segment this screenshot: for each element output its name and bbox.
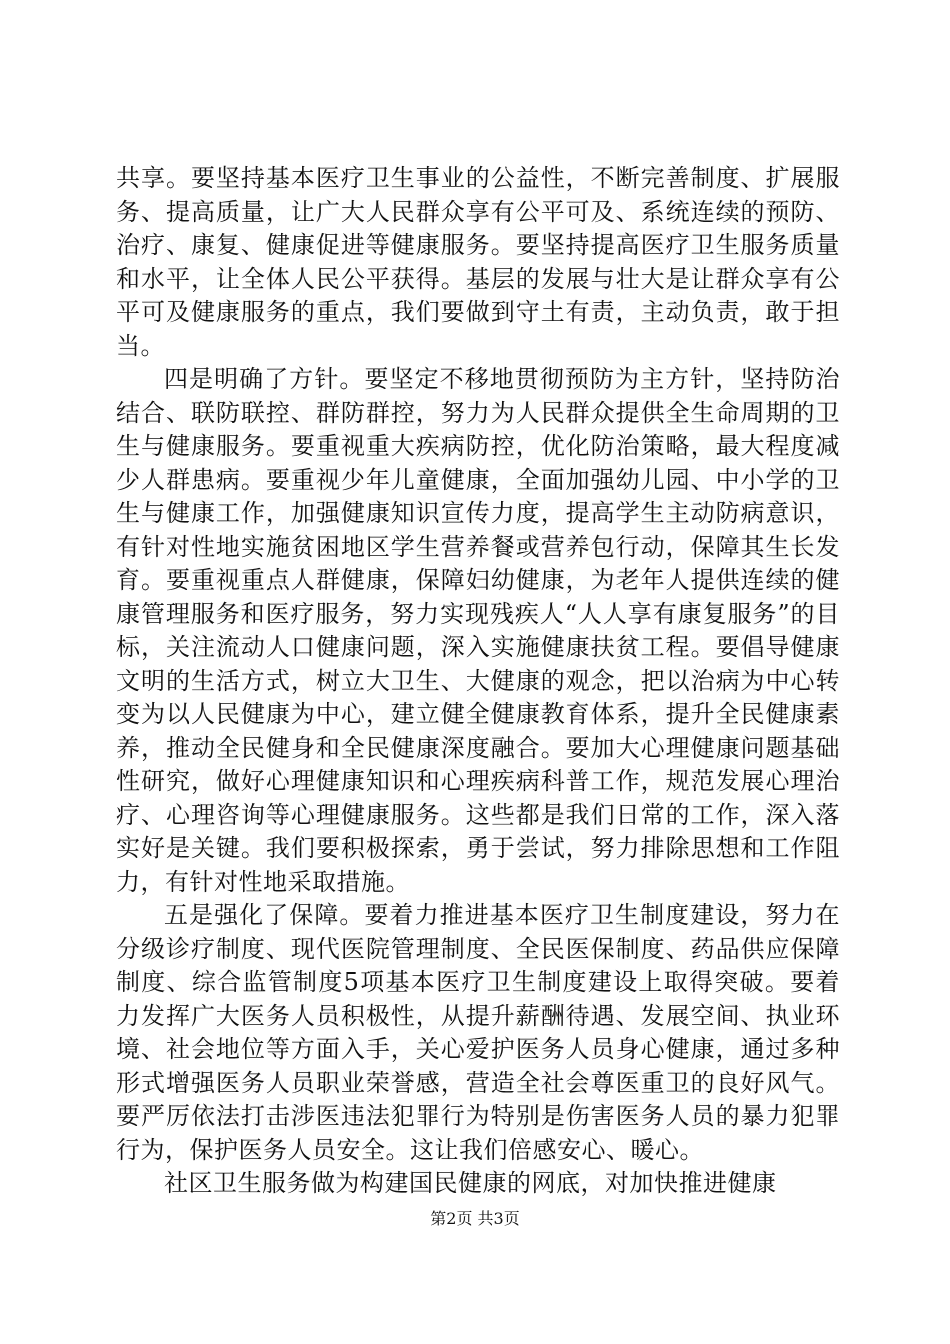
document-body (116, 162, 840, 1201)
page-number-footer: 第2页 共3页 (430, 1209, 520, 1228)
paragraph-4: 社区卫生服务做为构建国民健康的网底，对加快推进健康 (164, 1169, 777, 1197)
paragraph-3: 五是强化了保障。要着力推进基本医疗卫生制度建设，努力在分级诊疗制度、现代医院管理制度、全民医保制度、药品供应保障制度、综合监管制度5项基本医疗卫生制度建设上取得突破。要着力发挥广大医务人员积极性，从提升薪酬待遇、发展空间、执业环境、社会地位等方面入手，关心爱护医务人员身心健康，通过多种形式增强医务人员职业荣誉感，营造全社会尊医重卫的良好风气。要严厉依法打击涉医违法犯罪行为特别是伤害医务人员的暴力犯罪行为，保护医务人员安全。这让我们倍感安心、暖心。 (116, 901, 840, 1164)
paragraph-1: 共享。要坚持基本医疗卫生事业的公益性，不断完善制度、扩展服务、提高质量，让广大人民群众享有公平可及、系统连续的预防、治疗、康复、健康促进等健康服务。要坚持提高医疗卫生服务质量和水平，让全体人民公平获得。基层的发展与壮大是让群众享有公平可及健康服务的重点，我们要做到守土有责，主动负责，敢于担当。 (116, 164, 840, 360)
paragraph-2: 四是明确了方针。要坚定不移地贯彻预防为主方针，坚持防治结合、联防联控、群防群控，努力为人民群众提供全生命周期的卫生与健康服务。要重视重大疾病防控，优化防治策略，最大程度减少人群患病。要重视少年儿童健康，全面加强幼儿园、中小学的卫生与健康工作，加强健康知识宣传力度，提高学生主动防病意识，有针对性地实施贫困地区学生营养餐或营养包行动，保障其生长发育。要重视重点人群健康，保障妇幼健康，为老年人提供连续的健康管理服务和医疗服务，努力实现残疾人“人人享有康复服务”的目标，关注流动人口健康问题，深入实施健康扶贫工程。要倡导健康文明的生活方式，树立大卫生、大健康的观念，把以治病为中心转变为以人民健康为中心，建立健全健康教育体系，提升全民健康素养，推动全民健身和全民健康深度融合。要加大心理健康问题基础性研究，做好心理健康知识和心理疾病科普工作，规范发展心理治疗、心理咨询等心理健康服务。这些都是我们日常的工作，深入落实好是关键。我们要积极探索，勇于尝试，努力排除思想和工作阻力，有针对性地采取措施。 (116, 365, 840, 896)
